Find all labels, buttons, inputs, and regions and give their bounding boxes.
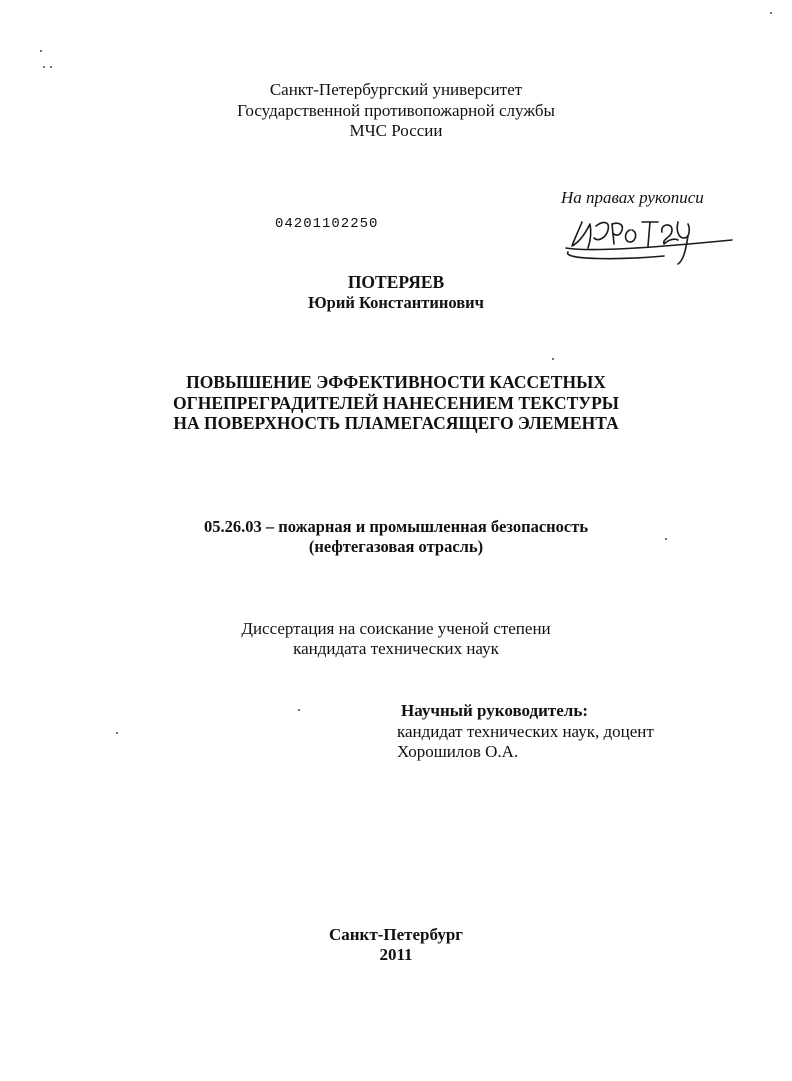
scan-speck <box>770 12 772 14</box>
advisor-name: Хорошилов О.А. <box>397 742 519 761</box>
advisor-heading: Научный руководитель: <box>401 701 588 720</box>
advisor-rank: кандидат технических наук, доцент <box>397 722 654 741</box>
scan-speck <box>116 732 118 734</box>
author-surname: ПОТЕРЯЕВ <box>347 272 445 292</box>
registration-number: 04201102250 <box>275 216 379 232</box>
institution-line-3: МЧС России <box>349 121 443 140</box>
author-given-names: Юрий Константинович <box>308 293 484 312</box>
scan-speck <box>43 66 45 68</box>
author-signature <box>560 208 740 266</box>
degree-line-2: кандидата технических наук <box>293 639 499 658</box>
specialty-branch-line: (нефтегазовая отрасль) <box>308 537 484 556</box>
degree-line-1: Диссертация на соискание ученой степени <box>241 619 551 638</box>
specialty-code-line: 05.26.03 – пожарная и промышленная безопасность <box>203 517 589 536</box>
dissertation-title-line-3: НА ПОВЕРХНОСТЬ ПЛАМЕГАСЯЩЕГО ЭЛЕМЕНТА <box>173 413 619 433</box>
footer-year: 2011 <box>379 945 413 964</box>
dissertation-title-line-1: ПОВЫШЕНИЕ ЭФФЕКТИВНОСТИ КАССЕТНЫХ <box>186 372 606 392</box>
scan-speck <box>298 709 300 711</box>
scan-speck <box>40 50 42 52</box>
footer-city: Санкт-Петербург <box>328 925 464 944</box>
institution-line-1: Санкт-Петербургский университет <box>269 80 523 99</box>
scan-speck <box>50 66 52 68</box>
scan-speck <box>552 358 554 360</box>
institution-line-2: Государственной противопожарной службы <box>237 101 555 120</box>
dissertation-title-line-2: ОГНЕПРЕГРАДИТЕЛЕЙ НАНЕСЕНИЕМ ТЕКСТУРЫ <box>173 393 619 413</box>
manuscript-note: На правах рукописи <box>561 188 704 207</box>
